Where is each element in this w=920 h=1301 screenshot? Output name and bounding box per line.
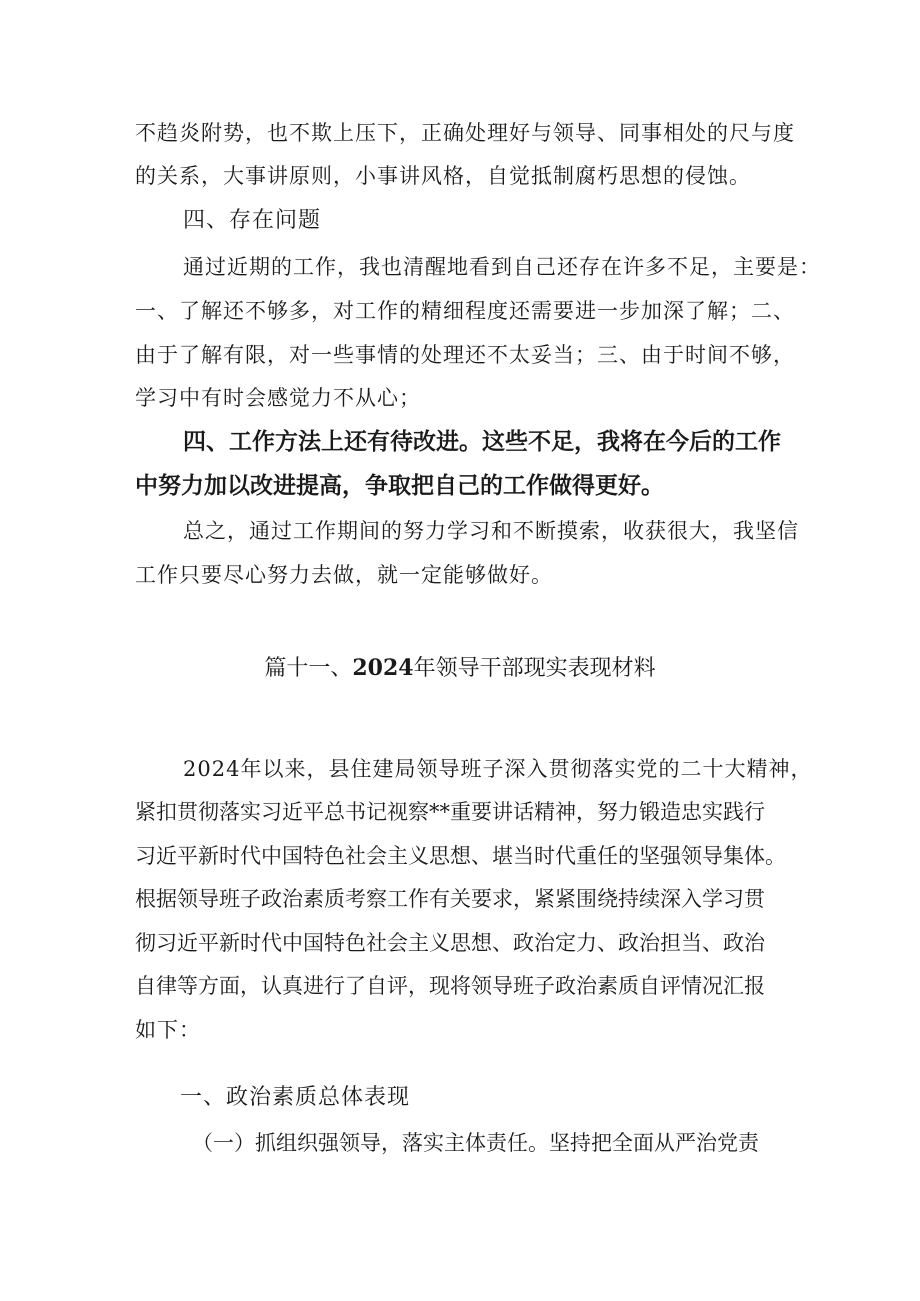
paragraph-line: 习近平新时代中国特色社会主义思想、堪当时代重任的坚强领导集体。 (135, 844, 786, 868)
paragraph-line: 学习中有时会感觉力不从心； (135, 386, 421, 410)
paragraph-line: 不趋炎附势，也不欺上压下，正确处理好与领导、同事相处的尺与度 (135, 121, 795, 145)
paragraph-line: 紧扣贯彻落实习近平总书记视察**重要讲话精神，努力锻造忠实践行 (135, 800, 765, 824)
article-title-suffix: 年领导干部现实表现材料 (413, 656, 656, 681)
article-title (0, 653, 920, 684)
paragraph-line: 总之，通过工作期间的努力学习和不断摸索，收获很大，我坚信 (183, 519, 799, 543)
paragraph-line: 自律等方面，认真进行了自评，现将领导班子政治素质自评情况汇报 (135, 974, 765, 998)
article-title-prefix: 篇十一、 (264, 656, 353, 681)
section-heading-political-quality: 一、政治素质总体表现 (180, 1085, 411, 1110)
section-heading-problems: 四、存在问题 (183, 208, 322, 233)
paragraph-line: 根据领导班子政治素质考察工作有关要求，紧紧围绕持续深入学习贯 (135, 887, 765, 911)
paragraph-line: 通过近期的工作，我也清醒地看到自己还存在许多不足，主要是： (183, 255, 821, 279)
paragraph-line: 如下： (135, 1018, 201, 1042)
paragraph-line: （一）抓组织强领导，落实主体责任。坚持把全面从严治党责 (192, 1131, 759, 1155)
bold-paragraph-line: 四、工作方法上还有待改进。这些不足，我将在今后的工作 (183, 429, 781, 455)
bold-paragraph-line: 中努力加以改进提高，争取把自己的工作做得更好。 (135, 473, 664, 499)
paragraph-line: 一、了解还不够多，对工作的精细程度还需要进一步加深了解；二、 (135, 299, 795, 323)
article-title-year: 2024 (352, 655, 414, 681)
paragraph-line: 2024年以来，县住建局领导班子深入贯彻落实党的二十大精神， (183, 757, 813, 781)
paragraph-line: 彻习近平新时代中国特色社会主义思想、政治定力、政治担当、政治 (135, 931, 765, 955)
paragraph-line: 由于了解有限，对一些事情的处理还不太妥当；三、由于时间不够， (135, 343, 795, 367)
paragraph-line: 的关系，大事讲原则，小事讲风格，自觉抵制腐朽思想的侵蚀。 (135, 164, 751, 188)
paragraph-line: 工作只要尽心努力去做，就一定能够做好。 (135, 563, 553, 587)
